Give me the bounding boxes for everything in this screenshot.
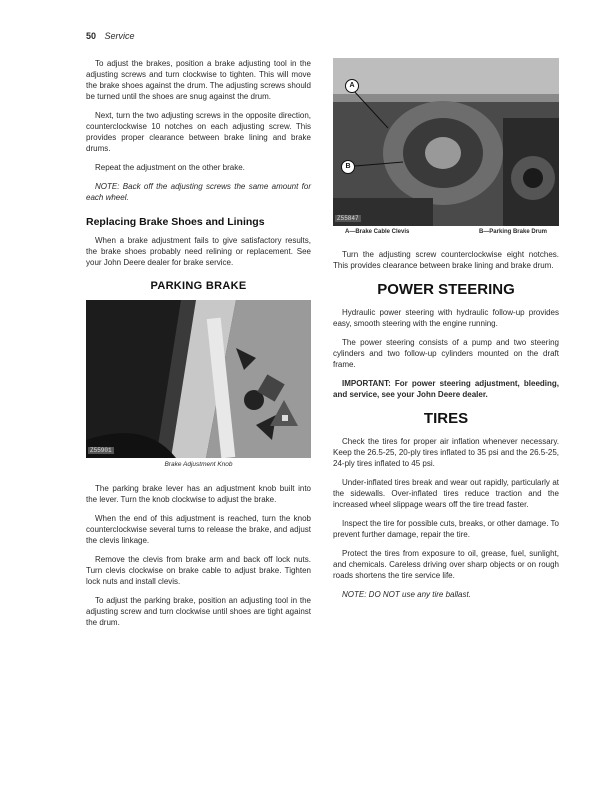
callout-b: B (341, 160, 355, 174)
parking-lever-paragraph: The parking brake lever has an adjustment knob built into the lever. Turn the knob clockwise to adjust the brake. (86, 484, 311, 504)
page-number: 50 (86, 31, 97, 41)
brake-drum-photo (333, 58, 559, 226)
under-inflated-paragraph: Under-inflated tires break and wear out rapidly, particularly at the sidewalls. Over-inflated tires reduce traction and the increased wheel slippage wears off the tire tread faster. (333, 478, 559, 509)
release-paragraph: When the end of this adjustment is reached, turn the knob counterclockwise several turns to release the brake, and adjust the clevis linkage. (86, 514, 311, 545)
page-header (86, 31, 135, 41)
tires-heading: TIRES (423, 410, 469, 427)
caption-b: B—Parking Brake Drum (478, 229, 547, 235)
power-steering-heading: POWER STEERING (377, 281, 515, 298)
repeat-paragraph: Repeat the adjustment on the other brake. (95, 163, 245, 172)
counterclockwise-paragraph: Next, turn the two adjusting screws in the opposite direction, counterclockwise 10 notches on each adjusting screw. This provides proper clearance between brake lining and brake drums. (86, 111, 311, 153)
brake-drum-caption (333, 229, 559, 235)
clevis-paragraph: Remove the clevis from brake arm and back off lock nuts. Turn clevis clockwise on brake cable to adjust brake. Tighten lock nuts and install clevis. (86, 555, 311, 586)
relining-paragraph: When a brake adjustment fails to give satisfactory results, the brake shoes probably need relining or replacement. See your John Deere dealer for brake service. (86, 236, 311, 267)
steering-parts-paragraph: The power steering consists of a pump and two steering cylinders and two follow-up cylinders mounted on the draft frame. (333, 338, 559, 369)
caption-a: A—Brake Cable Clevis (345, 229, 410, 235)
brake-adjust-paragraph: To adjust the brakes, position a brake adjusting tool in the adjusting screws and turn clockwise to tighten. This will move the brake shoes against the drum. The adjusting screws should be turned until the shoes are snug against the drum. (86, 59, 311, 101)
important-note: IMPORTANT: For power steering adjustment, bleeding, and service, see your John Deere dealer. (333, 379, 559, 399)
section-title: Service (104, 31, 135, 41)
wheel-note: NOTE: Back off the adjusting screws the same amount for each wheel. (86, 182, 311, 202)
protect-paragraph: Protect the tires from exposure to oil, grease, fuel, sunlight, and chemicals. Careless driving over sharp objects or on rough roads shortens the tire service life. (333, 549, 559, 580)
brake-knob-caption: Brake Adjustment Knob (164, 461, 233, 468)
photo-id-label: Z55847 (337, 215, 359, 222)
brake-shoes-heading: Replacing Brake Shoes and Linings (86, 216, 265, 228)
adjust-parking-paragraph: To adjust the parking brake, position an adjusting tool in the adjusting screw and turn clockwise until shoes are tight against the drum. (86, 596, 311, 627)
callout-a: A (345, 79, 359, 93)
eight-notches-paragraph: Turn the adjusting screw counterclockwise eight notches. This provides clearance between brake lining and brake drum. (333, 250, 559, 270)
parking-brake-heading: PARKING BRAKE (150, 280, 247, 292)
right-column (333, 58, 559, 608)
inflation-paragraph: Check the tires for proper air inflation whenever necessary. Keep the 26.5-25, 20-ply tires inflated to 35 psi and the 26.5-25, 24-ply tires inflated to 45 psi. (333, 437, 559, 468)
hydraulic-paragraph: Hydraulic power steering with hydraulic follow-up provides easy, smooth steering with the engine running. (333, 308, 559, 328)
left-column (86, 58, 311, 636)
inspect-paragraph: Inspect the tire for possible cuts, breaks, or other damage. To prevent further damage, repair the tire. (333, 519, 559, 539)
ballast-note: NOTE: DO NOT use any tire ballast. (342, 590, 471, 599)
brake-knob-photo (86, 300, 311, 458)
photo-id-label: Z55901 (90, 447, 112, 454)
